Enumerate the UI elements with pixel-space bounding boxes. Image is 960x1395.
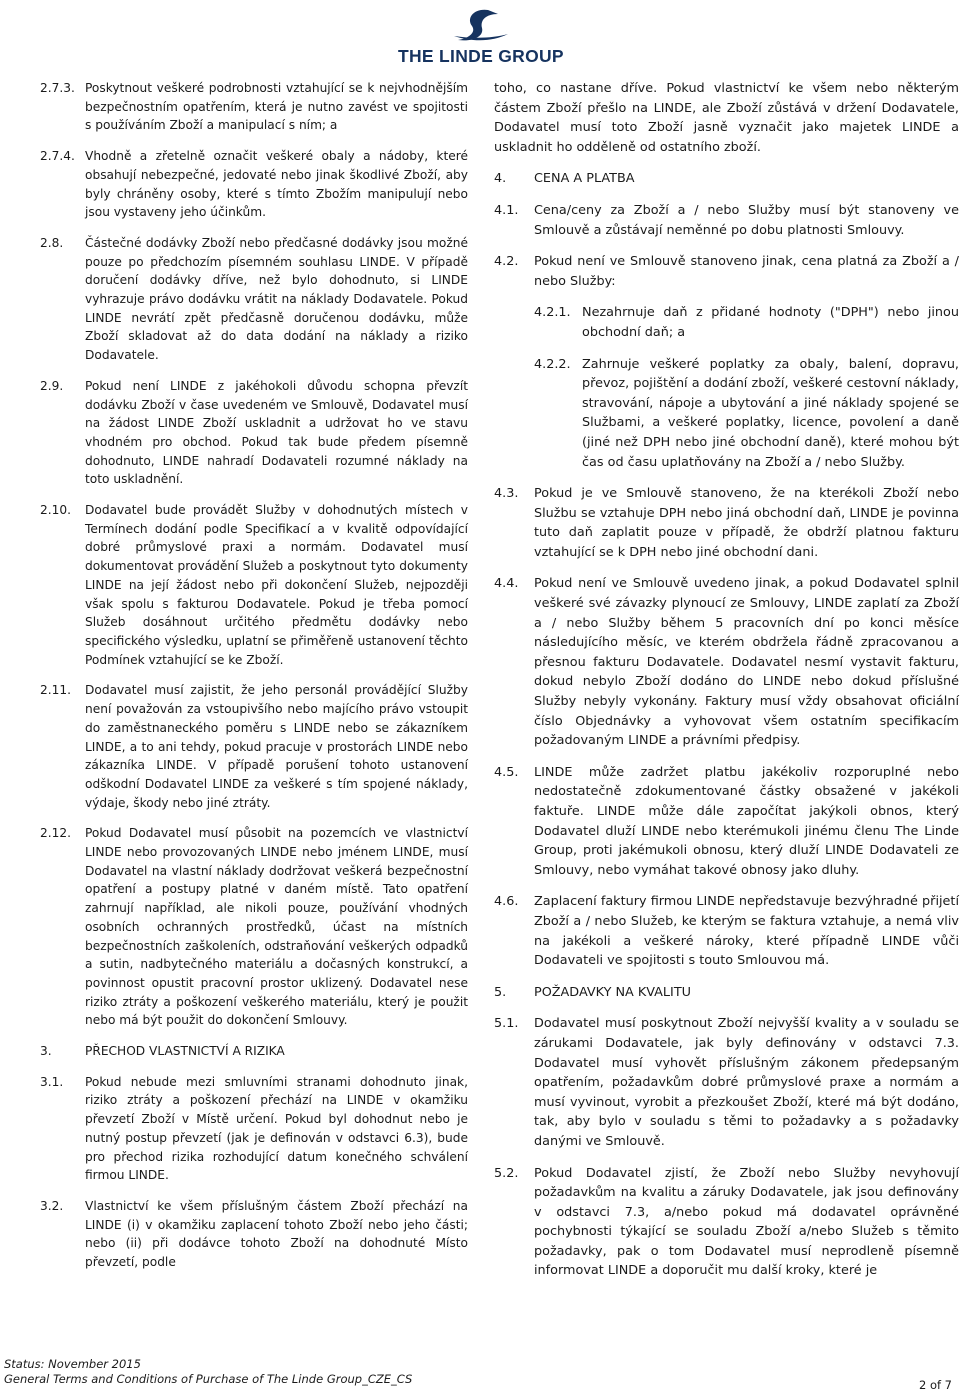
clause-number: 4. bbox=[494, 171, 507, 187]
clause bbox=[40, 377, 468, 489]
clause-number: 3.1. bbox=[40, 1074, 64, 1089]
clause-text: Nezahrnuje daň z přidané hodnoty ("DPH") nebo jinou obchodní daň; a bbox=[582, 305, 959, 340]
clause-text: Pokud není ve Smlouvě uvedeno jinak, a pokud Dodavatel splnil veškeré své závazky plynoucí ze Smlouvy, LINDE zaplatí za Zboží a / nebo Služby během 5 pracovních dní po konci měsíce následujícího měsíc, ve kterém obdržela řádně zpracovanou a přesnou fakturu Dodavatele. Dodavatel nesmí vystavit fakturu, dokud nebylo Zboží dodáno do LINDE nebo dokud příslušné Služby nebyly vykonány. Faktury musí vždy obsahovat oficiální číslo Objednávky a vyhovovat všem ostatním specifikacím požadovaným LINDE a právními předpisy. bbox=[534, 576, 959, 749]
clause-text: Pokud Dodavatel musí působit na pozemcích ve vlastnictví LINDE nebo provozovaných LINDE nebo jménem LINDE, musí Dodavatel na vlastní náklady dodržovat veškerá bezpečnostní opatření a postupy platné v daném místě. Tato opatření zahrnují například, ale nikoli pouze, používání vhodných osobních ochranných prostředků, účast na místních bezpečnostních zaškoleních, odstraňování veškerých odpadků a sutin, nadbytečného materiálu a dočasných konstrukcí, a povinnost opustit pracovní prostor uklizený. Dodavatel nese riziko ztráty a poškození veškerého materiálu, který je použit nebo má být použit do dokončení Smlouvy. bbox=[85, 826, 468, 1028]
clause-number: 3.2. bbox=[40, 1198, 64, 1213]
clause-number: 2.9. bbox=[40, 378, 64, 393]
clause-text: Cena/ceny za Zboží a / nebo Služby musí být stanoveny ve Smlouvě a zůstávají neměnné po dobu platnosti Smlouvy. bbox=[534, 202, 959, 238]
linde-logo bbox=[398, 6, 562, 66]
clause-number: 4.2.2. bbox=[534, 356, 571, 372]
footer-status: Status: November 2015 bbox=[4, 1357, 141, 1371]
clause bbox=[494, 763, 959, 881]
clause bbox=[40, 1073, 468, 1185]
section-heading bbox=[494, 169, 959, 189]
clause-text: Částečné dodávky Zboží nebo předčasné dodávky jsou možné pouze po předchozím písemném souhlasu LINDE. V případě doručení dodávky dříve, než bylo dohodnuto, si LINDE vyhrazuje právo dodávku vrátit na náklady Dodavatele. Pokud LINDE nevrátí zpět předčasně doručenou dodávku, může Zboží skladovat až do data dodání na náklady a riziko Dodavatele. bbox=[85, 235, 468, 363]
clause-text: Pokud není ve Smlouvě stanoveno jinak, cena platná za Zboží a / nebo Služby: bbox=[534, 254, 959, 289]
clause-number: 3. bbox=[40, 1044, 52, 1059]
clause bbox=[40, 79, 468, 135]
clause bbox=[494, 574, 959, 750]
clause-number: 4.3. bbox=[494, 486, 519, 502]
clause-text: Zahrnuje veškeré poplatky za obaly, balení, dopravu, převoz, pojištění a dodání zboží, veškeré cestovní náklady, stravování, nápoje a ubytování a jiné náklady spojené se Službami, a veškeré poplatky, licence, povolení a daně (jiné než DPH nebo jiné obchodní daně), které mohou být čas od času uplatňovány na Zboží a / nebo Služby. bbox=[582, 356, 959, 470]
clause-text: Poskytnout veškeré podrobnosti vztahující se k nejvhodnějším bezpečnostním opatřením, která je nutno zavést ve spojitosti s používáním Zboží a manipulací s ním; a bbox=[85, 81, 468, 133]
clause-number: 4.4. bbox=[494, 576, 519, 592]
section-heading bbox=[40, 1042, 468, 1061]
clause-number: 2.8. bbox=[40, 235, 64, 250]
clause-text: Pokud je ve Smlouvě stanoveno, že na kterékoli Zboží nebo Službu se vztahuje DPH nebo jiná obchodní daň, LINDE je povinna tuto daň zaplatit pouze v případě, že obdrží platnou fakturu vztahující se k DPH nebo jiné obchodní dani. bbox=[534, 486, 959, 560]
clause-number: 5.1. bbox=[494, 1016, 519, 1032]
left-column bbox=[40, 79, 468, 1284]
clause-text: toho, co nastane dříve. Pokud vlastnictví ke všem nebo některým částem Zboží přešlo na LINDE, ale Zboží zůstává v držení Dodavatele, Dodavatel musí toto Zboží jasně vyznačit jako majetek LINDE a uskladnit ho odděleně od ostatního zboží. bbox=[494, 81, 959, 155]
clause bbox=[40, 234, 468, 365]
clause bbox=[494, 201, 959, 240]
clause bbox=[40, 147, 468, 222]
clause bbox=[494, 1014, 959, 1151]
clause bbox=[494, 1164, 959, 1282]
clause-text: Pokud Dodavatel zjistí, že Zboží nebo Služby nevyhovují požadavkům na kvalitu a záruky Dodavatele, jak jsou definovány v odstavci 7.3, a/nebo pokud má dodavatel oprávněné pochybnosti týkající se souladu Zboží a/nebo Služeb s těmito požadavky, pak o tom Dodavatel musí neprodleně písemně informovat LINDE a doporučit mu další kroky, které je bbox=[534, 1165, 959, 1279]
clause bbox=[494, 355, 959, 473]
clause bbox=[494, 303, 959, 342]
clause-number: 2.7.4. bbox=[40, 149, 75, 164]
footer-doc-title: General Terms and Conditions of Purchase of The Linde Group_CZE_CS bbox=[4, 1372, 413, 1386]
clause-number: 4.2. bbox=[494, 254, 519, 270]
clause-text: LINDE může zadržet platbu jakékoliv rozporuplné nebo nedostatečně zdokumentované částky obsažené v jakékoli faktuře. LINDE může dále započítat jakýkoli obnos, který Dodavatel dluží LINDE nebo kterémukoli jinému členu The Linde Group, proti jakémukoli obnosu, který dluží LINDE Dodavateli ze Smlouvy, nebo vymáhat takové obnosy jako dluhy. bbox=[534, 764, 959, 878]
clause-text: Vlastnictví ke všem příslušným částem Zboží přechází na LINDE (i) v okamžiku zaplacení tohoto Zboží nebo jeho části; nebo (ii) při dodávce tohoto Zboží na dohodnuté Místo převzetí, podle bbox=[85, 1198, 468, 1270]
right-column bbox=[494, 79, 959, 1293]
brand-name: THE LINDE GROUP bbox=[398, 46, 564, 66]
clause-text: Dodavatel musí poskytnout Zboží nejvyšší kvality a v souladu se zárukami Dodavatele, jak byly definovány v odstavci 7.3. Dodavatel musí vyhovět příslušným zákonem předepsaným opatřením, požadavkům dobré průmyslové praxe a normám a musí vyvinout, vyrobit a přezkoušet Zboží, které má být dodáno, tak, aby bylo v souladu s těmi to požadavky a s požadavky danými ve Smlouvě. bbox=[534, 1016, 959, 1149]
clause-number: 2.10. bbox=[40, 503, 72, 518]
section-title: POŽADAVKY NA KVALITU bbox=[534, 984, 692, 1000]
clause-text: Vhodně a zřetelně označit veškeré obaly a nádoby, které obsahují nebezpečné, jedovaté nebo jinak škodlivé Zboží, aby byly chráněny osoby, které s tímto Zbožím manipulují nebo jsou vystaveny jeho účinkům. bbox=[85, 149, 468, 220]
clause-text: Pokud nebude mezi smluvními stranami dohodnuto jinak, riziko ztráty a poškození přechází na LINDE v okamžiku převzetí Zboží v Místě určení. Pokud byl dohodnut nebo je nutný postup převzetí (jak je definován v odstavci 6.3), bude pro přechod rizika rozhodující datum konečného schválení firmou LINDE. bbox=[85, 1074, 468, 1183]
clause-number: 2.11. bbox=[40, 683, 72, 698]
clause-number: 5. bbox=[494, 984, 507, 1000]
clause-text: Zaplacení faktury firmou LINDE nepředstavuje bezvýhradné přijetí Zboží a / nebo Služeb, ke kterým se faktura vztahuje, a nemá vliv na jakékoli a veškeré nároky, které případně LINDE vůči Dodavateli ve spojitosti s touto Smlouvou má. bbox=[534, 894, 959, 969]
clause-number: 2.12. bbox=[40, 826, 72, 841]
clause bbox=[494, 892, 959, 970]
linde-swoosh-logo-icon bbox=[444, 6, 516, 44]
clause-number: 4.2.1. bbox=[534, 305, 571, 321]
clause-number: 4.6. bbox=[494, 894, 519, 910]
clause-text: Dodavatel bude provádět Služby v dohodnutých místech v Termínech dodání podle Specifikací a v kvalitě odpovídající dobré průmyslové praxi a normám. Dodavatel musí dokumentovat provádění Služeb a poskytnout tyto dokumenty LINDE na její žádost nebo při dokončení Služeb, nejpozději však spolu s fakturou Dodavatele. Pokud je třeba pomocí Služeb dosáhnout určitého předmětu dodávky nebo specifického výsledku, uplatní se přiměřeně ustanovení těchto Podmínek vztahující se ke Zboží. bbox=[85, 503, 468, 667]
section-title: PŘECHOD VLASTNICTVÍ A RIZIKA bbox=[85, 1044, 285, 1059]
clause bbox=[494, 252, 959, 291]
page-number: 2 of 7 bbox=[918, 1378, 952, 1392]
clause-text: Pokud není LINDE z jakéhokoli důvodu schopna převzít dodávku Zboží v čase uvedeném ve Smlouvě, Dodavatel musí na žádost LINDE Zboží uskladnit a udržovat ho ve stavu vhodném pro obchod. Pokud tak bude předem písemně dohodnuto, LINDE nahradí Dodavateli rozumné náklady na toto uskladnění. bbox=[85, 378, 468, 487]
clause-number: 2.7.3. bbox=[40, 81, 75, 95]
section-heading bbox=[494, 983, 959, 1003]
clause bbox=[494, 79, 959, 157]
clause bbox=[40, 501, 468, 669]
section-title: CENA A PLATBA bbox=[534, 171, 635, 187]
clause bbox=[494, 484, 959, 562]
clause-number: 5.2. bbox=[494, 1165, 519, 1181]
clause-text: Dodavatel musí zajistit, že jeho personál provádějící Služby není považován za vstoupivšího nebo majícího právo vstoupit do zaměstnaneckého poměru s LINDE nebo se zákazníkem LINDE, a to ani tehdy, pokud pracuje v prostorách LINDE nebo zákazníka LINDE. V případě porušení tohoto ustanovení odškodní Dodavatel LINDE za veškeré s tím spojené náklady, výdaje, škody nebo jiné ztráty. bbox=[85, 683, 468, 810]
clause-number: 4.5. bbox=[494, 764, 519, 780]
footer bbox=[4, 1357, 412, 1387]
clause-number: 4.1. bbox=[494, 202, 519, 218]
clause bbox=[40, 681, 468, 812]
clause bbox=[40, 1197, 468, 1272]
clause bbox=[40, 824, 468, 1030]
